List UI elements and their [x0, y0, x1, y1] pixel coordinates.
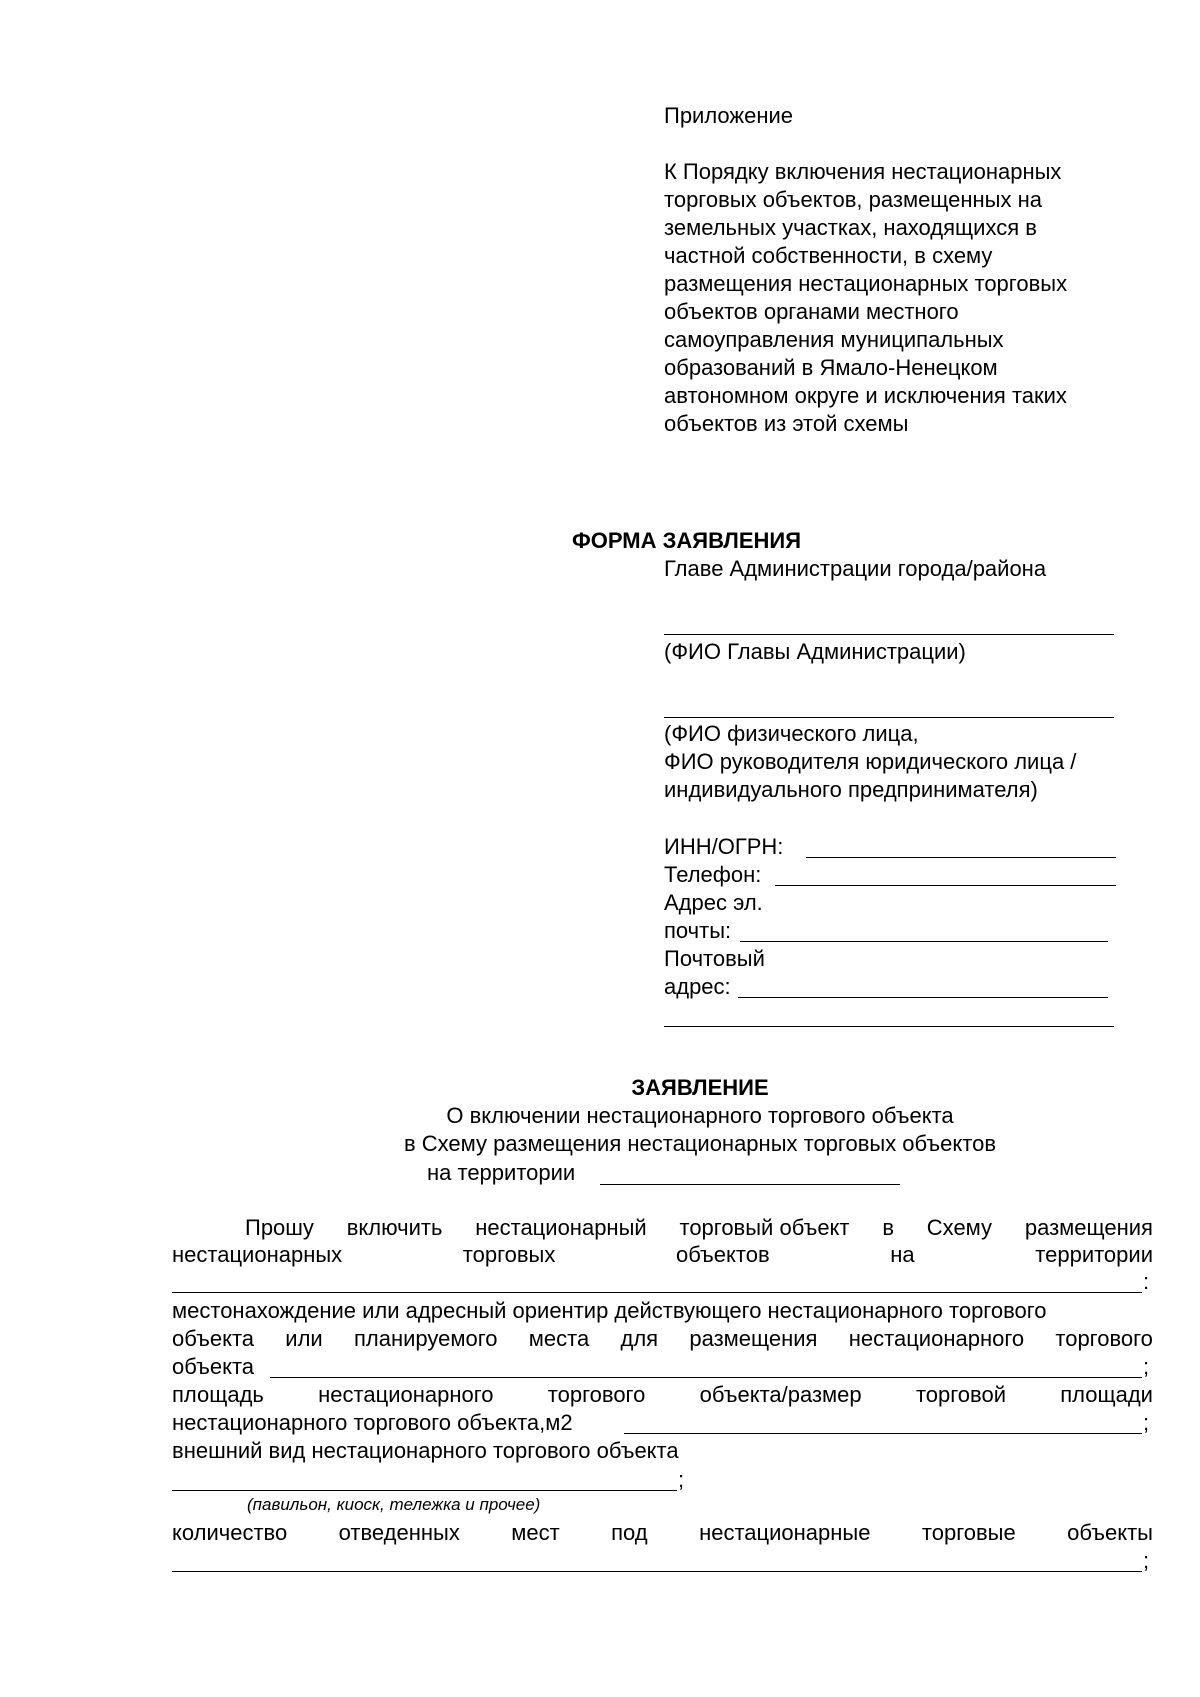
word: торгового — [1055, 1326, 1153, 1351]
word: размещения — [689, 1326, 818, 1351]
word: мест — [511, 1520, 560, 1545]
word: нестационарных — [172, 1242, 343, 1267]
count-field[interactable] — [172, 1571, 1142, 1572]
appendix-line: частной собственности, в схему — [664, 243, 993, 268]
word: объекта — [172, 1326, 255, 1351]
email-label-line2: почты: — [664, 918, 732, 943]
postal-field-line2[interactable] — [664, 1026, 1114, 1027]
statement-title: ЗАЯВЛЕНИЕ — [631, 1075, 769, 1100]
word: в — [882, 1215, 894, 1240]
inn-label: ИНН/ОГРН: — [664, 834, 784, 859]
applicant-caption-line: ФИО руководителя юридического лица / — [664, 749, 1077, 774]
word: объектов — [675, 1242, 770, 1267]
count-line-1 — [172, 1519, 1153, 1547]
word: для — [620, 1326, 659, 1351]
postal-label-line2: адрес: — [664, 974, 731, 999]
request-line-2 — [172, 1241, 1153, 1269]
appendix-line: торговых объектов, размещенных на — [664, 187, 1042, 212]
applicant-name-field[interactable] — [664, 717, 1114, 718]
territory-field[interactable] — [172, 1292, 1142, 1293]
addressee-text: Главе Администрации города/района — [664, 556, 1047, 581]
location-semicolon: ; — [1143, 1354, 1150, 1379]
postal-label-line1: Почтовый — [664, 946, 765, 971]
word: Схему — [926, 1215, 993, 1240]
word: или — [285, 1326, 323, 1351]
word: под — [611, 1520, 648, 1545]
phone-label: Телефон: — [664, 862, 762, 887]
appearance-line: внешний вид нестационарного торгового объекта — [172, 1438, 679, 1463]
appendix-title: Приложение — [664, 103, 794, 128]
inn-field[interactable] — [806, 857, 1116, 858]
word: торгового — [547, 1382, 646, 1407]
territory-label: на территории — [427, 1160, 576, 1185]
appearance-hint: (павильон, киоск, тележка и прочее) — [247, 1495, 541, 1514]
count-semicolon: ; — [1143, 1548, 1150, 1573]
applicant-caption-line: индивидуального предпринимателя) — [664, 777, 1038, 802]
appearance-semicolon: ; — [678, 1467, 685, 1492]
territory-colon: : — [1143, 1269, 1150, 1294]
email-label-line1: Адрес эл. — [664, 890, 763, 915]
location-line-2 — [172, 1325, 1153, 1353]
appearance-field[interactable] — [172, 1490, 677, 1491]
form-heading: ФОРМА ЗАЯВЛЕНИЯ — [572, 528, 802, 553]
word: объекта/размер — [699, 1382, 862, 1407]
statement-subtitle-1: О включении нестационарного торгового объекта — [446, 1103, 954, 1128]
appendix-line: объектов из этой схемы — [664, 411, 909, 436]
word: площадь — [172, 1382, 264, 1407]
location-field[interactable] — [270, 1377, 1142, 1378]
word: нестационарные — [699, 1520, 871, 1545]
appendix-line: земельных участках, находящихся в — [664, 215, 1037, 240]
area-line-1 — [172, 1381, 1153, 1409]
word: торговых — [462, 1242, 556, 1267]
word: включить — [346, 1215, 443, 1240]
location-line-3: объекта — [172, 1354, 255, 1379]
word: Прошу — [245, 1215, 314, 1240]
word: на — [890, 1242, 915, 1267]
appendix-line: образований в Ямало-Ненецком — [664, 355, 998, 380]
email-field[interactable] — [740, 941, 1108, 942]
postal-field-line1[interactable] — [738, 997, 1108, 998]
appendix-line: автономном округе и исключения таких — [664, 383, 1067, 408]
word: отведенных — [338, 1520, 460, 1545]
appendix-line: К Порядку включения нестационарных — [664, 159, 1062, 184]
word: торговой — [915, 1382, 1006, 1407]
word: места — [528, 1326, 590, 1351]
word: территории — [1035, 1242, 1153, 1267]
word: торговые — [921, 1520, 1016, 1545]
area-line-2: нестационарного торгового объекта,м2 — [172, 1410, 573, 1435]
head-name-caption: (ФИО Главы Администрации) — [664, 639, 966, 664]
area-semicolon: ; — [1143, 1410, 1150, 1435]
area-field[interactable] — [624, 1433, 1142, 1434]
location-line-1: местонахождение или адресный ориентир действующего нестационарного торгового — [172, 1298, 1047, 1323]
territory-field-title[interactable] — [600, 1184, 900, 1185]
word: нестационарного — [848, 1326, 1025, 1351]
phone-field[interactable] — [775, 885, 1116, 886]
word: площади — [1060, 1382, 1153, 1407]
word: торговый объект — [679, 1215, 850, 1240]
head-name-field[interactable] — [664, 634, 1114, 635]
request-line-1 — [245, 1214, 1153, 1242]
word: размещения — [1024, 1215, 1153, 1240]
word: нестационарный — [475, 1215, 647, 1240]
statement-subtitle-2: в Схему размещения нестационарных торговых объектов — [403, 1131, 997, 1156]
appendix-line: объектов органами местного — [664, 299, 959, 324]
appendix-line: размещения нестационарных торговых — [664, 271, 1068, 296]
word: количество — [172, 1520, 288, 1545]
applicant-caption-line: (ФИО физического лица, — [664, 721, 919, 746]
word: планируемого — [353, 1326, 498, 1351]
appendix-line: самоуправления муниципальных — [664, 327, 1004, 352]
word: объекты — [1067, 1520, 1153, 1545]
word: нестационарного — [318, 1382, 494, 1407]
